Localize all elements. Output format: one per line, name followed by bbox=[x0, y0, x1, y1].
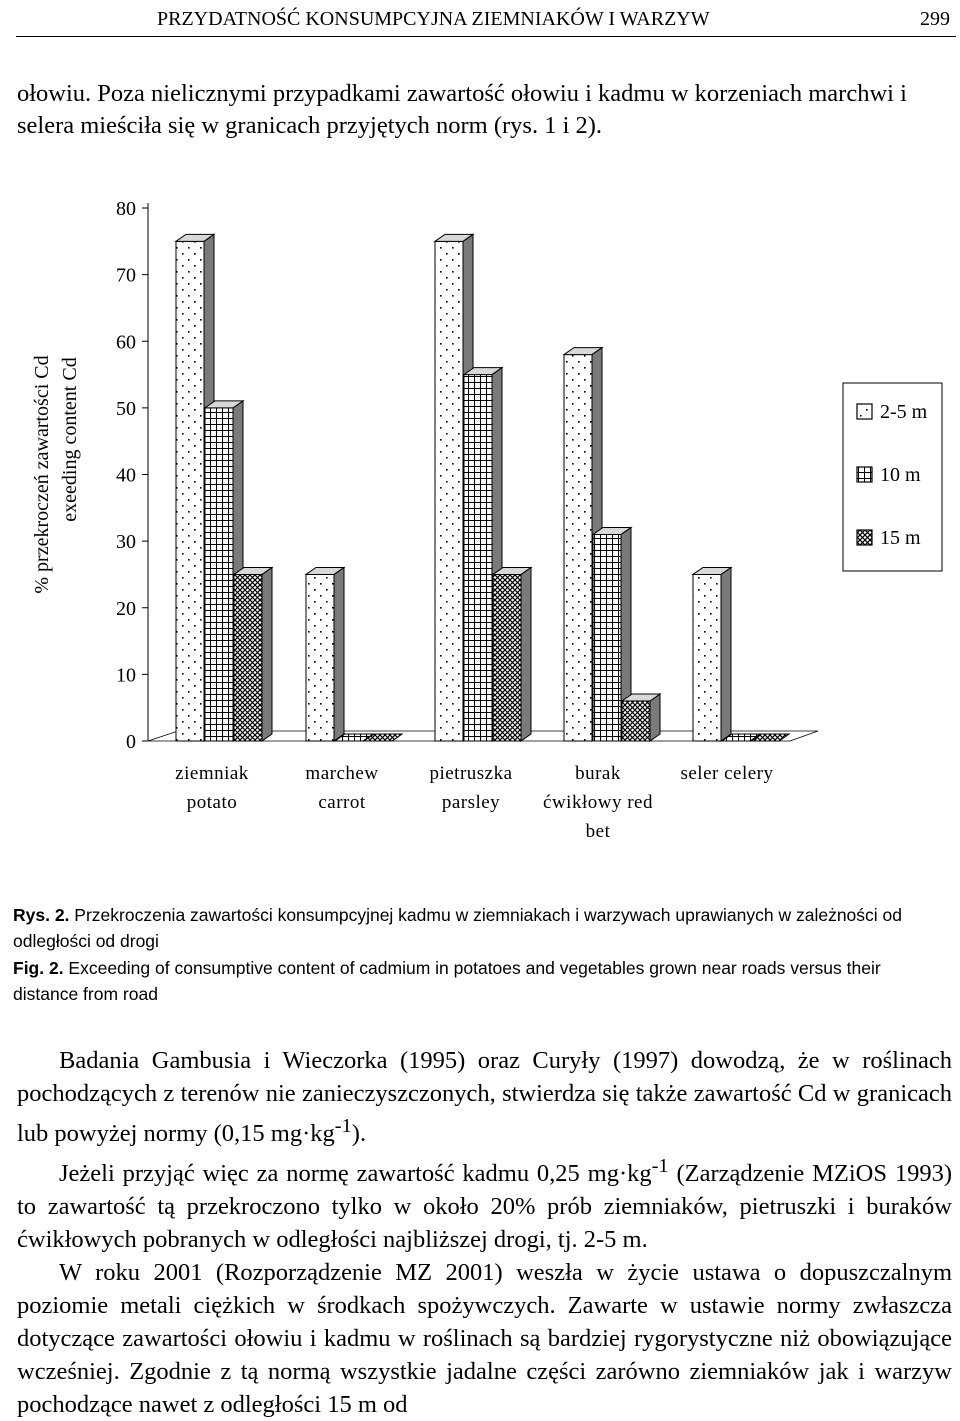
legend-label: 15 m bbox=[880, 527, 921, 549]
bar-side bbox=[262, 567, 272, 741]
caption-en-label: Fig. 2. bbox=[13, 958, 64, 978]
bar-side bbox=[334, 567, 344, 741]
caption-pl-label: Rys. 2. bbox=[13, 905, 70, 925]
y-axis-label-1: % przekroczeń zawartości Cd bbox=[31, 355, 53, 594]
legend-swatch bbox=[857, 467, 872, 482]
running-header bbox=[16, 6, 956, 37]
p1-sup: -1 bbox=[334, 1115, 352, 1137]
running-title: PRZYDATNOŚĆ KONSUMPCYJNA ZIEMNIAKÓW I WARZYW bbox=[157, 8, 710, 30]
legend-label: 2-5 m bbox=[880, 401, 928, 423]
cadmium-bar-chart bbox=[0, 190, 960, 870]
category-label: carrot bbox=[318, 792, 366, 813]
y-axis-label-2: exeeding content Cd bbox=[59, 357, 81, 522]
bar-side bbox=[521, 567, 531, 741]
category-label: parsley bbox=[441, 792, 501, 813]
y-tick-label: 20 bbox=[116, 597, 136, 620]
category-label: pietruszka bbox=[429, 763, 513, 784]
p2-end: (Zarządzenie MZiOS 1993) to zawartość tą przekroczono tylko w około 20% prób ziemniaków, pietruszki i buraków ćwikłowych pobranych w odległości najbliższej drogi, tj. 2-5 m. bbox=[17, 1160, 952, 1254]
bar-front bbox=[435, 241, 463, 741]
body-paragraph-2 bbox=[17, 1150, 952, 1256]
p1-end: ). bbox=[351, 1120, 367, 1148]
category-label: ziemniak bbox=[175, 763, 249, 784]
caption-en-text: Exceeding of consumptive content of cadmium in potatoes and vegetables grown near roads versus their distance from road bbox=[13, 958, 881, 1004]
body-paragraph-3: W roku 2001 (Rozporządzenie MZ 2001) weszła w życie ustawa o dopuszczalnym poziomie metali ciężkich w środkach spożywczych. Zawarte w ustawie normy zwłaszcza dotyczące zawartości ołowiu i kadmu w roślinach są bardziej rygorystyczne niż obowiązujące wcześniej. Zgodnie z tą normą wszystkie jadalne części zarówno ziemniaków jak i warzyw pochodzące nawet z odległości 15 m od bbox=[17, 1259, 952, 1419]
category-label: seler celery bbox=[680, 763, 774, 784]
category-label: burak bbox=[575, 763, 621, 784]
y-tick-label: 70 bbox=[116, 264, 136, 287]
bar-front bbox=[234, 574, 262, 741]
intro-paragraph: ołowiu. Poza nielicznymi przypadkami zawartość ołowiu i kadmu w korzeniach marchwi i selera mieściła się w granicach przyjętych norm (rys. 1 i 2). bbox=[17, 80, 907, 139]
p2-text: Jeżeli przyjąć więc za normę zawartość kadmu 0,25 mg·kg bbox=[59, 1160, 652, 1188]
legend-label: 10 m bbox=[880, 464, 921, 486]
y-tick-label: 40 bbox=[116, 464, 136, 487]
bar-front bbox=[176, 241, 204, 741]
bar-front bbox=[693, 574, 721, 741]
bar-front bbox=[593, 534, 621, 741]
bar-side bbox=[650, 694, 660, 741]
body-paragraph-1 bbox=[17, 1044, 952, 1150]
page-number: 299 bbox=[920, 8, 950, 30]
caption-pl-text: Przekroczenia zawartości konsumpcyjnej kadmu w ziemniakach i warzywach uprawianych w zależności od odległości od drogi bbox=[13, 905, 903, 951]
category-label: ćwikłowy red bbox=[543, 792, 653, 813]
bar-front bbox=[493, 574, 521, 741]
p2-sup: -1 bbox=[651, 1155, 669, 1178]
body-text bbox=[17, 1044, 952, 1421]
caption-english bbox=[13, 955, 943, 1007]
bar-front bbox=[205, 408, 233, 741]
category-label: bet bbox=[585, 821, 611, 842]
bar-front bbox=[464, 375, 492, 741]
p1-text: Badania Gambusia i Wieczorka (1995) oraz Curyły (1997) dowodzą, że w roślinach pochodzących z terenów nie zanieczyszczonych, stwierdza się także zawartość Cd w granicach lub powyżej normy (0,15 mg·kg bbox=[17, 1047, 952, 1148]
legend-swatch bbox=[857, 530, 872, 545]
bar-side bbox=[721, 567, 731, 741]
y-tick-label: 0 bbox=[126, 731, 136, 753]
legend-swatch bbox=[857, 404, 872, 419]
y-tick-label: 30 bbox=[116, 531, 136, 554]
category-label: potato bbox=[186, 792, 238, 813]
y-tick-label: 80 bbox=[116, 198, 136, 220]
y-tick-label: 10 bbox=[116, 664, 136, 687]
bar-front bbox=[306, 574, 334, 741]
bar-front bbox=[622, 701, 650, 741]
y-tick-label: 60 bbox=[116, 331, 136, 354]
bar-front bbox=[564, 355, 592, 741]
y-tick-label: 50 bbox=[116, 397, 136, 420]
caption-polish bbox=[13, 902, 943, 954]
category-label: marchew bbox=[305, 763, 379, 784]
